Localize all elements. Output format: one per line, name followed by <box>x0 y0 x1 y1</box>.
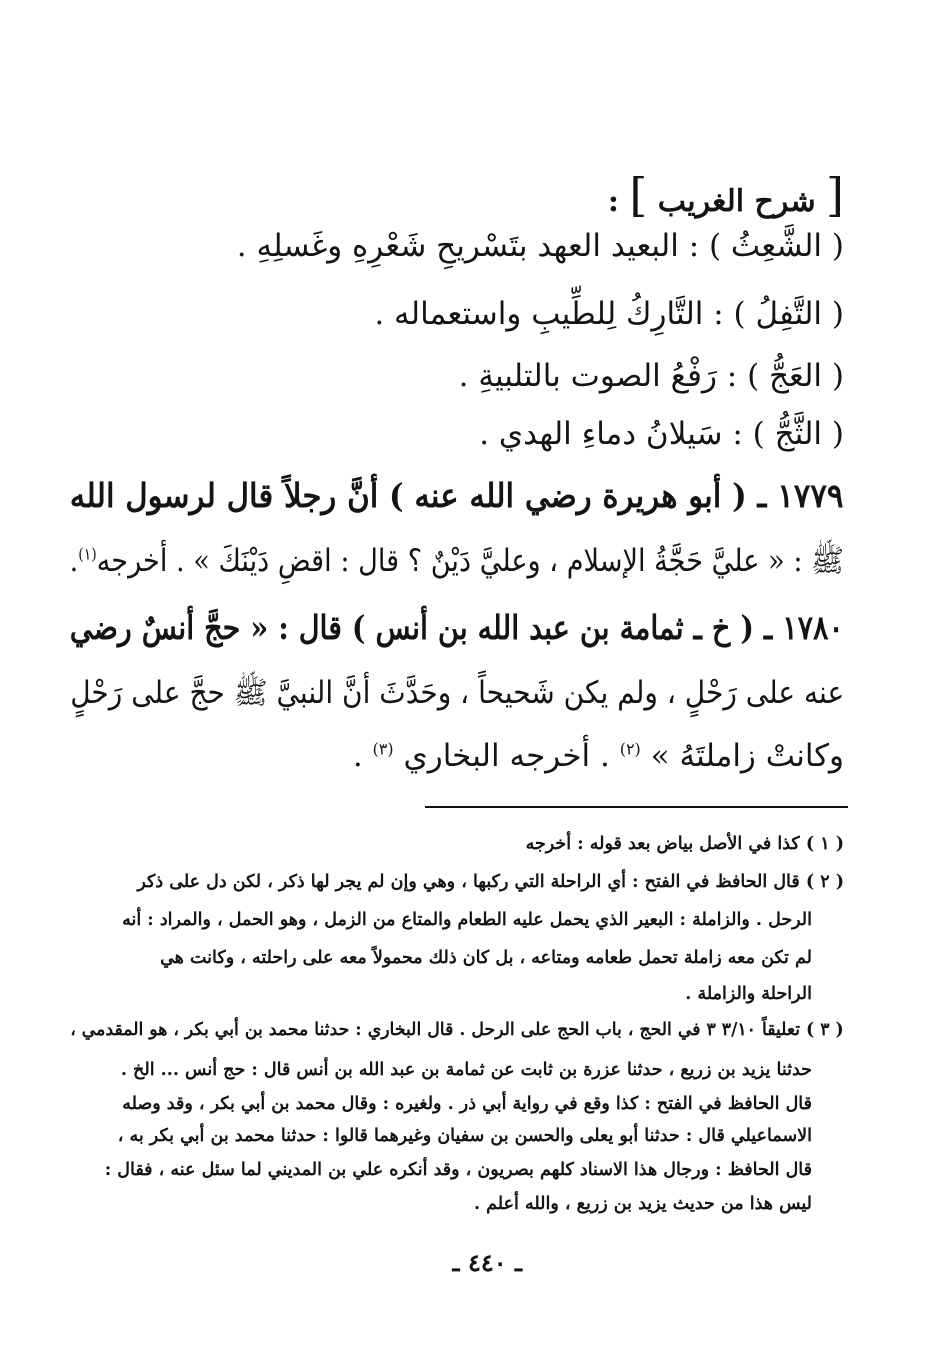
heading-bracket-close: ] <box>629 168 648 222</box>
definition-line: ( الثَّجُّ ) : سَيلانُ دماءِ الهدي . <box>479 416 844 452</box>
footnote-line: لم تكن معه زاملة تحمل طعامه ومتاعه ، بل كان ذلك محمولاً معه على راحلته ، وكانت هي <box>160 948 812 968</box>
heading-label: شرح الغريب <box>657 184 816 219</box>
footnote-line: ( ٣ ) تعليقاً ٣/١٠ ٣ في الحج ، باب الحج على الرحل . قال البخاري : حدثنا محمد بن أبي بكر ، هو المقدمي ، <box>70 1020 844 1040</box>
gharib-heading <box>608 168 844 222</box>
footnote-ref: (١) <box>78 544 97 564</box>
footnote-ref: (٢) <box>619 739 641 759</box>
definition-line: ( التَّفِلُ ) : التَّارِكُ لِلطِّيبِ واستعماله . <box>374 296 844 332</box>
page-number: ـ ٤٤٠ ـ <box>452 1248 522 1277</box>
definition-line: ( الشَّعِثُ ) : البعيد العهد بتَسْريحِ شَعْرِهِ وغَسلِهِ . <box>236 228 844 264</box>
footnote-line: الاسماعيلي قال : حدثنا أبو يعلى والحسن بن سفيان وغيرهما قالوا : حدثنا محمد بن أبي بكر به ، <box>117 1126 812 1146</box>
hadith-1780-line: عنه على رَحْلٍ ، ولم يكن شَحيحاً ، وحَدَّثَ أنَّ النبيَّ ﷺ حجَّ على رَحْلٍ <box>69 675 844 711</box>
footnote-line: ( ١ ) كذا في الأصل بياض بعد قوله : أخرجه <box>525 834 844 854</box>
footnote-line: الراحلة والزاملة . <box>685 984 812 1004</box>
footnote-line: قال الحافظ في الفتح : كذا وقع في رواية أبي ذر . ولغيره : وقال محمد بن أبي بكر ، وقد وصله <box>122 1094 812 1114</box>
hadith-1780-line: وكانتْ زاملتَهُ » $^{(٢)}$ . أخرجه البخاري $^{(٣)}$ . <box>352 738 844 774</box>
footnote-line: ( ٢ ) قال الحافظ في الفتح : أي الراحلة التي ركبها ، وهي وإن لم يجر لها ذكر ، لكن دل على ذكر <box>137 872 844 892</box>
footnote-line: ليس هذا من حديث يزيد بن زريع ، والله أعلم . <box>473 1194 812 1214</box>
definition-line: ( العَجُّ ) : رَفْعُ الصوت بالتلبيةِ . <box>458 358 844 394</box>
footnote-line: قال الحافظ : ورجال هذا الاسناد كلهم بصريون ، وقد أنكره علي بن المديني لما سئل عنه ، فقال : <box>104 1160 812 1180</box>
footnote-line: حدثنا يزيد بن زريع ، حدثنا عزرة بن ثابت عن ثمامة بن عبد الله بن أنس قال : حج أنس ... الخ . <box>120 1060 812 1080</box>
hadith-1779-line: ١٧٧٩ ـ ( أبو هريرة رضي الله عنه ) أنَّ رجلاً قال لرسول الله <box>70 476 844 515</box>
heading-suffix: : <box>607 184 619 219</box>
hadith-1780-line: ١٧٨٠ ـ ( خ ـ ثمامة بن عبد الله بن أنس ) قال : « حجَّ أنسٌ رضي <box>69 608 844 647</box>
hadith-1779-line: ﷺ : « عليَّ حَجَّةُ الإسلام ، وعليَّ دَيْنٌ ؟ قال : اقضِ دَيْنَكَ » . أخرجه$^{(١)}$. <box>69 543 845 579</box>
footnote-separator <box>425 806 848 808</box>
footnote-ref: (٣) <box>372 739 394 759</box>
footnote-line: الرحل . والزاملة : البعير الذي يحمل عليه الطعام والمتاع من الزمل ، وهو الحمل ، والمراد : أنه <box>122 910 812 930</box>
heading-bracket-open: [ <box>826 168 844 222</box>
